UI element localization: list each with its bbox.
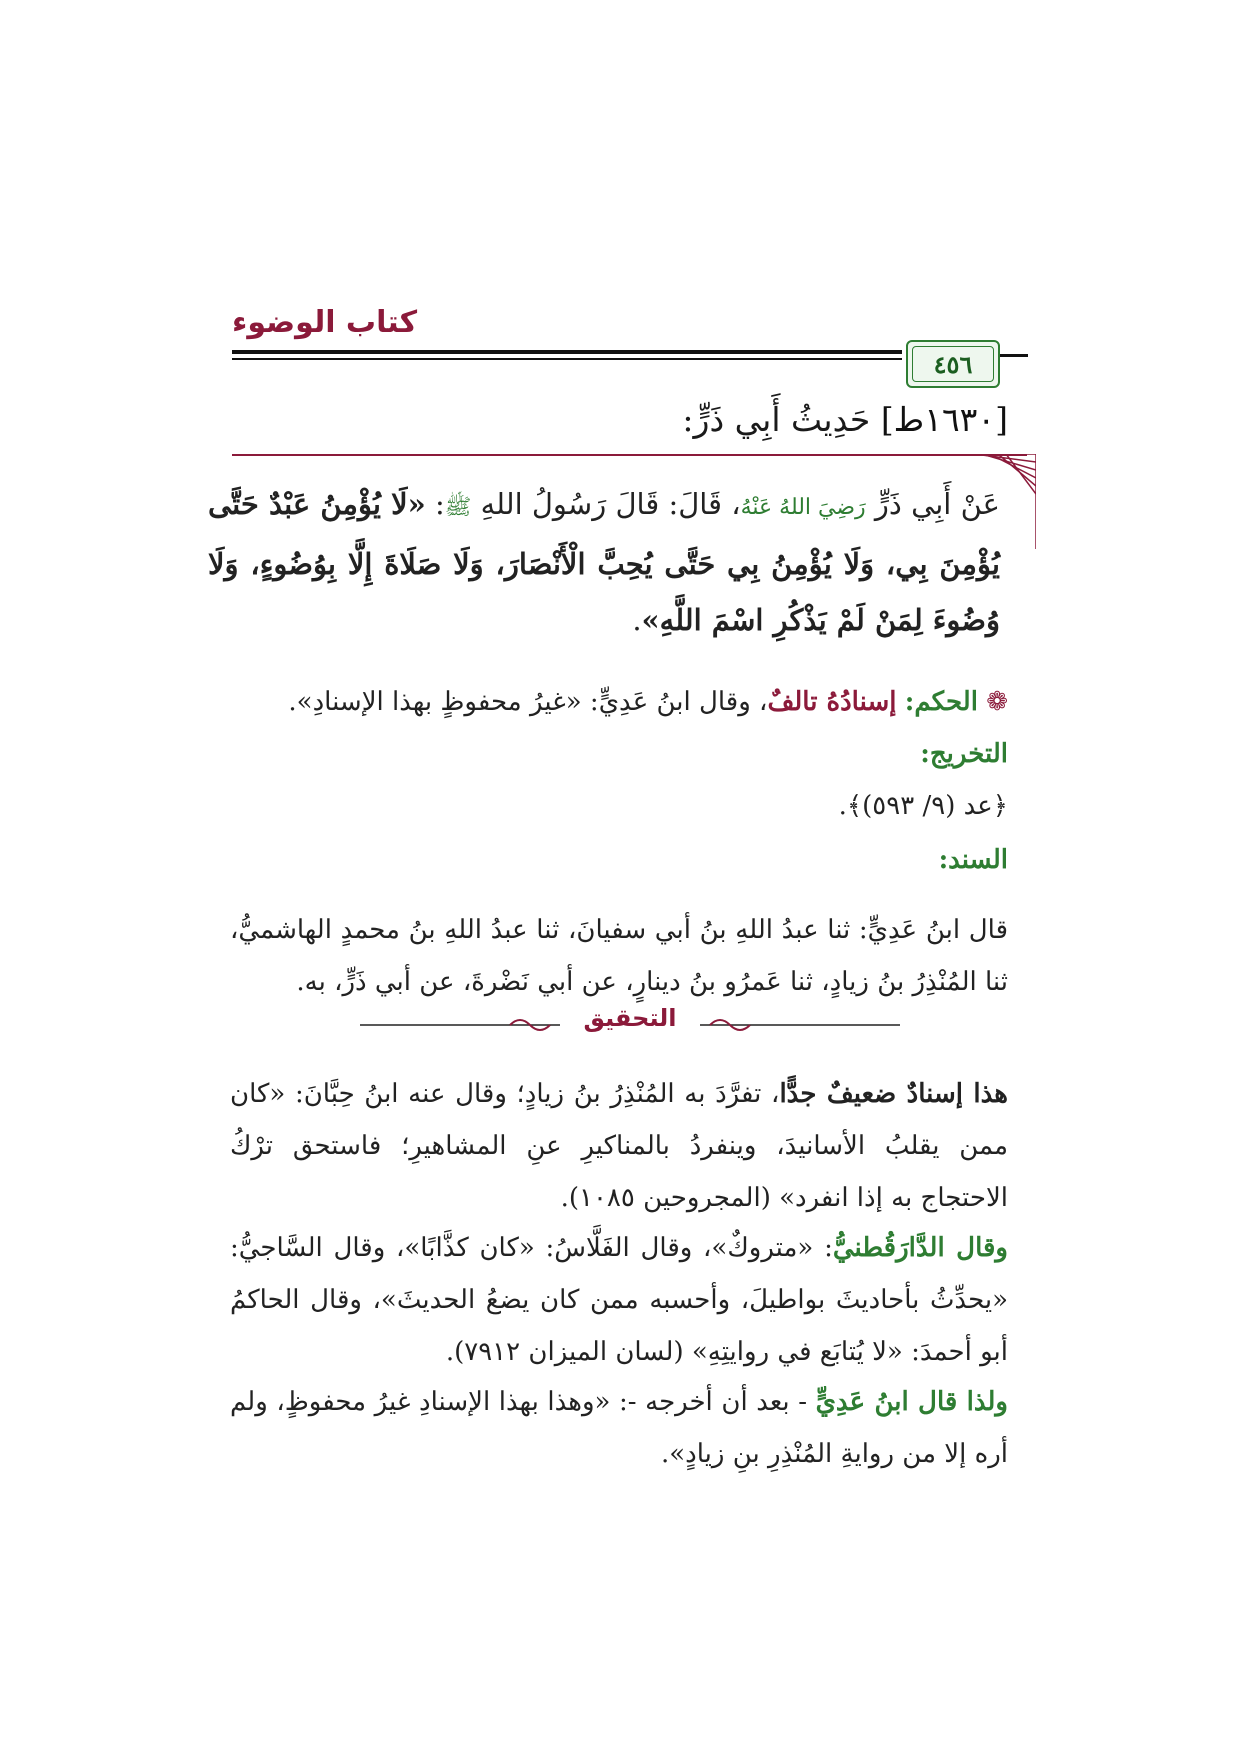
hadith-colon: : (425, 487, 445, 521)
tahqiq-p3-bold: ولذا قال ابنُ عَدِيٍّ (815, 1387, 1008, 1417)
takhrij-reference: ﴿عد (٩/ ٥٩٣)﴾. (838, 791, 1008, 821)
ruling-label: الحكم: (904, 687, 978, 717)
header-rule-thick (232, 350, 902, 354)
page-number: ٤٥٦ (906, 340, 1000, 388)
hadith-matn: «لَا يُؤْمِنُ عَبْدٌ حَتَّى يُؤْمِنَ بِي، وَلَا يُؤْمِنُ بِي حَتَّى يُحِبَّ الْأَنْصَارَ، وَلَا صَلَاةَ إِلَّا بِوُضُوءٍ، وَلَا وُضُوءَ لِمَنْ لَمْ يَذْكُرِ اسْمَ اللَّهِ» (208, 487, 1000, 637)
sanad-label: السند: (938, 845, 1008, 875)
tahqiq-p1-rest: ، تفرَّدَ به المُنْذِرُ بنُ زيادٍ؛ وقال عنه ابنُ حِبَّانَ: «كان ممن يقلبُ الأسانيدَ، وينفردُ بالمناكيرِ عنِ المشاهيرِ؛ فاستحق ترْكُ الاحتجاج به إذا انفرد» (المجروحين ١٠٨٥). (230, 1079, 1008, 1213)
tahqiq-paragraph-2 (230, 1222, 1008, 1378)
sanad-text: قال ابنُ عَدِيٍّ: ثنا عبدُ اللهِ بنُ أبي سفيانَ، ثنا عبدُ اللهِ بنُ محمدٍ الهاشميُّ، ثنا المُنْذِرُ بنُ زيادٍ، ثنا عَمرُو بنُ دينارٍ، عن أبي نَضْرةَ، عن أبي ذَرٍّ، به. (230, 915, 1008, 997)
header-rule-right (1000, 354, 1028, 357)
hadith-intro: عَنْ أَبِي ذَرٍّ (865, 487, 1000, 521)
ruling-line (230, 676, 1008, 728)
hadith-end: . (632, 603, 642, 637)
flower-icon: ❁ (986, 687, 1008, 717)
tahqiq-label: التحقيق (560, 1004, 700, 1032)
salawat-symbol: ﷺ (444, 495, 472, 520)
header-rule-thin (232, 358, 902, 360)
heading-underline (232, 454, 1027, 456)
hadith-heading (682, 400, 1008, 439)
ruling-verdict: إسنادُهُ تالفٌ (767, 687, 897, 717)
tahqiq-p2-rest: : «متروكٌ»، وقال الفَلَّاسُ: «كان كذَّابًا»، وقال السَّاجيُّ: «يحدِّثُ بأحاديثَ بواطيلَ، وأحسبه ممن كان يضعُ الحديثَ»، وقال الحاكمُ أبو أحمدَ: «لا يُتابَع في روايتِهِ» (لسان الميزان ٧٩١٢). (230, 1233, 1008, 1367)
hadith-number: [١٦٣٠ط] (880, 400, 1008, 439)
tahqiq-paragraph-1 (230, 1068, 1008, 1224)
tahqiq-p3-rest: - بعد أن أخرجه -: «وهذا بهذا الإسنادِ غيرُ محفوظٍ، ولم أره إلا من روايةِ المُنْذِرِ بنِ زيادٍ». (230, 1387, 1008, 1469)
hadith-title: حَدِيثُ أَبِي ذَرٍّ: (682, 400, 871, 439)
tahqiq-p1-bold: هذا إسنادٌ ضعيفٌ جدًّا (779, 1079, 1008, 1109)
header-book-title: كتاب الوضوء (232, 305, 418, 340)
ruling-rest: ، وقال ابنُ عَدِيٍّ: «غيرُ محفوظٍ بهذا الإسنادِ». (288, 687, 768, 717)
hadith-text (208, 476, 1000, 648)
takhrij-label: التخريج: (920, 739, 1008, 769)
hadith-said: ، قَالَ: قَالَ رَسُولُ اللهِ (471, 487, 741, 521)
radiallahu-anhu: رَضِيَ اللهُ عَنْهُ (740, 495, 866, 520)
tahqiq-p2-bold: وقال الدَّارَقُطنيُّ (832, 1233, 1008, 1263)
tahqiq-paragraph-3 (230, 1376, 1008, 1480)
